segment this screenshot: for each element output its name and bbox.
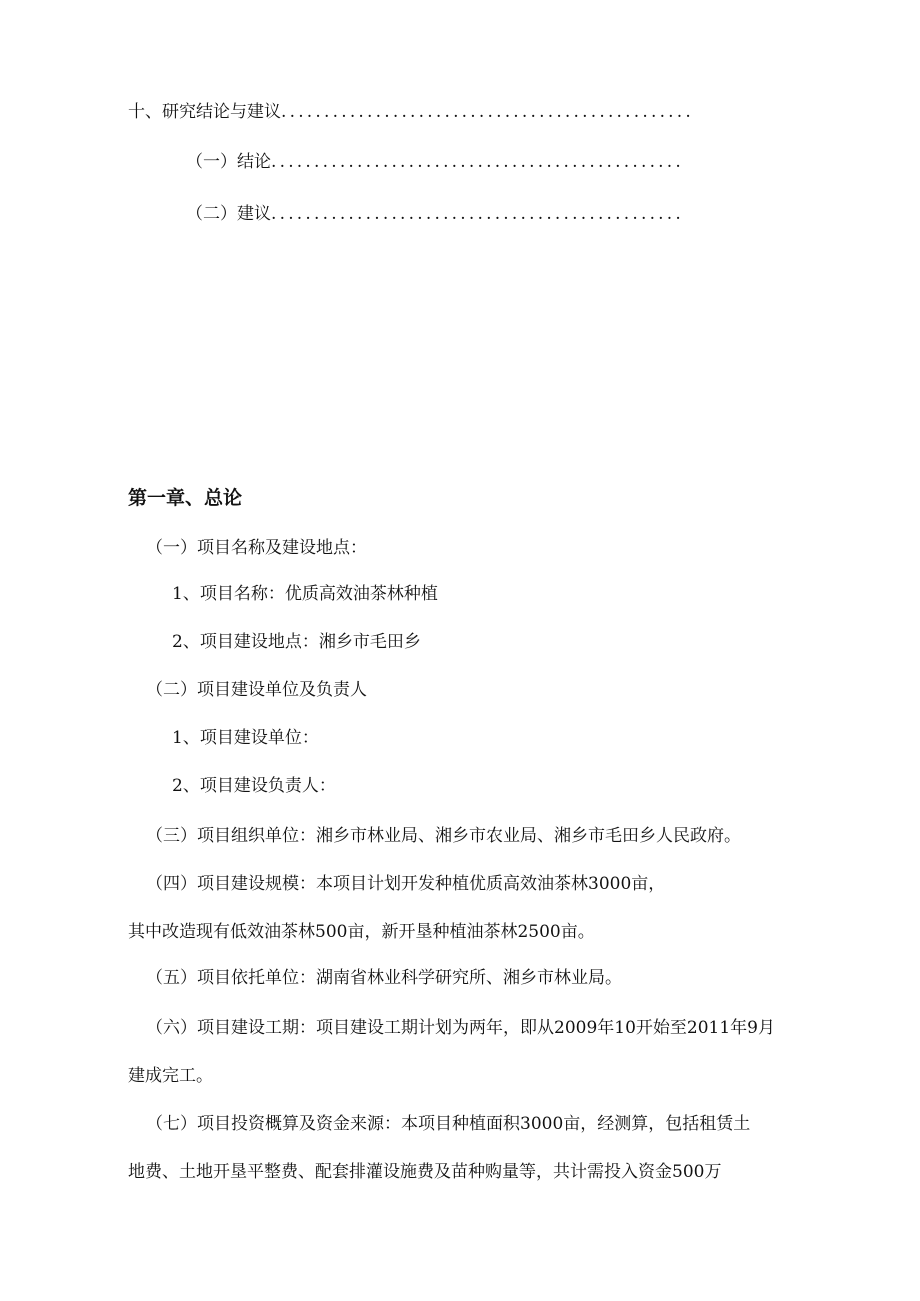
section-organizing-units: （三）项目组织单位：湘乡市林业局、湘乡市农业局、湘乡市毛田乡人民政府。 [146, 826, 741, 846]
item-project-location: 2、项目建设地点：湘乡市毛田乡 [172, 632, 421, 652]
section-construction-period: （六）项目建设工期：项目建设工期计划为两年，即从2009年10开始至2011年9月 [146, 1018, 775, 1038]
toc-dot-leader: ................................................ [271, 204, 684, 224]
toc-entry-suggestions[interactable] [186, 202, 750, 226]
section-investment-estimate: （七）项目投资概算及资金来源：本项目种植面积3000亩，经测算，包括租赁土 [146, 1114, 751, 1134]
section-construction-scale: （四）项目建设规模：本项目计划开发种植优质高效油茶林3000亩， [146, 874, 666, 894]
toc-entry-conclusion[interactable] [186, 150, 750, 174]
item-project-leader: 2、项目建设负责人： [172, 776, 336, 796]
construction-period-continued: 建成完工。 [128, 1066, 213, 1086]
construction-scale-continued: 其中改造现有低效油茶林500亩，新开垦种植油茶林2500亩。 [128, 922, 595, 942]
toc-entry-conclusions[interactable] [128, 100, 750, 124]
toc-entry-label: 十、研究结论与建议 [128, 102, 281, 122]
item-project-name: 1、项目名称：优质高效油茶林种植 [172, 584, 438, 604]
toc-dot-leader: ................................................ [281, 102, 694, 122]
section-project-unit-leader: （二）项目建设单位及负责人 [146, 680, 367, 700]
chapter-title: 第一章、总论 [128, 487, 243, 509]
investment-estimate-continued: 地费、土地开垦平整费、配套排灌设施费及苗种购量等，共计需投入资金500万 [128, 1162, 722, 1182]
item-project-unit: 1、项目建设单位： [172, 728, 319, 748]
section-supporting-units: （五）项目依托单位：湖南省林业科学研究所、湘乡市林业局。 [146, 968, 622, 988]
toc-entry-label: （二）建议 [186, 204, 271, 224]
toc-dot-leader: ................................................ [271, 152, 684, 172]
section-project-name-location: （一）项目名称及建设地点： [146, 538, 367, 558]
toc-entry-label: （一）结论 [186, 152, 271, 172]
